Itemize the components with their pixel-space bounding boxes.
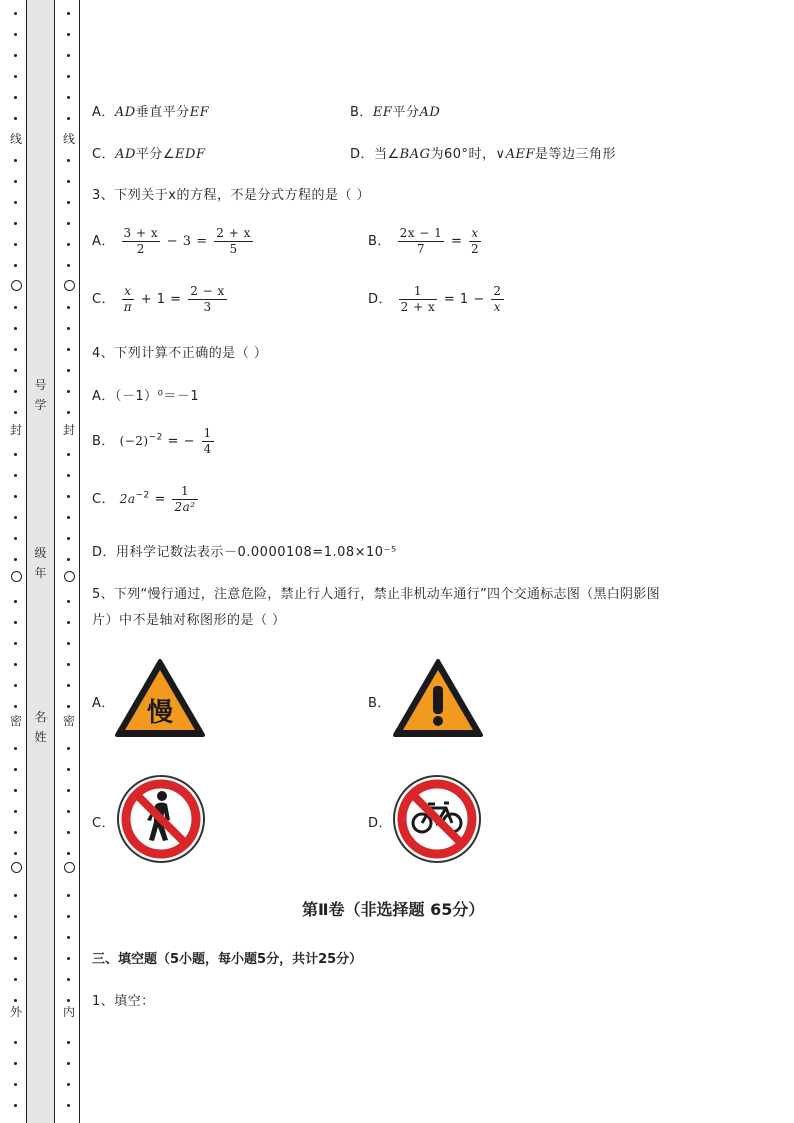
binding-dot [14, 642, 17, 645]
q5-option-c-label: C． [92, 816, 116, 831]
student-info-strip [26, 0, 55, 1123]
student-number-label: 号学 [34, 378, 47, 412]
binding-dot [14, 453, 17, 456]
binding-dot [14, 96, 17, 99]
binding-dot [67, 768, 70, 771]
binding-dot [67, 789, 70, 792]
binding-dot [14, 1062, 17, 1065]
binding-dot [14, 264, 17, 267]
binding-dot [67, 705, 70, 708]
binding-dot [14, 621, 17, 624]
binding-dot [14, 705, 17, 708]
binding-dot [14, 222, 17, 225]
fraction: $\frac{2x - 1}{7}$ [399, 226, 443, 256]
fraction: $\frac{1}{4}$ [203, 426, 212, 456]
binding-dot [14, 180, 17, 183]
binding-dot [67, 1062, 70, 1065]
q4-option-c: C． $2a^{-2}$ = $\frac{1}{\text{2a²}}$ [92, 484, 196, 514]
binding-circle-mark [11, 862, 22, 873]
binding-dot [14, 600, 17, 603]
q2-option-c: C．AD平分∠EDF [92, 147, 206, 162]
binding-dot [14, 768, 17, 771]
binding-circle-mark [11, 571, 22, 582]
binding-dot [14, 327, 17, 330]
slow-sign-char: 慢 [146, 698, 174, 728]
binding-dot [67, 348, 70, 351]
binding-dot [67, 810, 70, 813]
binding-dot [67, 54, 70, 57]
binding-dot [67, 684, 70, 687]
binding-dot [14, 978, 17, 981]
binding-dot [67, 621, 70, 624]
binding-dot [67, 915, 70, 918]
binding-circle-mark [64, 571, 75, 582]
binding-dot [14, 495, 17, 498]
inner-mark-line: 线 [62, 132, 75, 146]
binding-dot [67, 75, 70, 78]
grade-label: 级年 [34, 546, 47, 580]
binding-dot [67, 369, 70, 372]
fraction: $\frac{1}{\text{2a²}}$ [174, 484, 196, 514]
q4-stem: 4、下列计算不正确的是（ ） [92, 346, 268, 361]
q5-stem-line2: 片）中不是轴对称图形的是（ ） [92, 613, 286, 628]
q3-option-b: B． $\frac{2x - 1}{7}$ = $\frac{x}{2}$ [368, 226, 480, 256]
binding-dot [67, 243, 70, 246]
binding-dot [67, 411, 70, 414]
binding-dot [67, 1041, 70, 1044]
inner-mark-inside: 内 [62, 1005, 75, 1019]
binding-dot [67, 390, 70, 393]
outer-mark-seal: 封 [9, 423, 22, 437]
binding-dot [14, 54, 17, 57]
binding-dot [14, 537, 17, 540]
q3-option-a: A． $\frac{3 + x}{2}$ − 3 = $\frac{2 + x}{5}$ [92, 226, 251, 256]
binding-dot [67, 978, 70, 981]
binding-dot [14, 894, 17, 897]
binding-dot [14, 558, 17, 561]
outer-dot-column [11, 0, 21, 1123]
binding-dot [14, 474, 17, 477]
binding-dot [67, 222, 70, 225]
binding-dot [14, 117, 17, 120]
outer-mark-outside: 外 [9, 1005, 22, 1019]
inner-dot-column [64, 0, 74, 1123]
binding-dot [14, 516, 17, 519]
binding-dot [14, 810, 17, 813]
binding-dot [67, 327, 70, 330]
danger-warning-sign [392, 658, 484, 738]
binding-dot [14, 159, 17, 162]
q5-option-b-label: B． [368, 696, 391, 711]
binding-dot [67, 474, 70, 477]
slow-warning-sign [114, 658, 206, 738]
binding-dot [67, 558, 70, 561]
binding-dot [67, 894, 70, 897]
q3-option-d: D． $\frac{1}{2 + x}$ = 1 − $\frac{2}{x}$ [368, 284, 502, 314]
binding-dot [67, 831, 70, 834]
fraction: $\frac{1}{2 + x}$ [400, 284, 436, 314]
name-label: 名姓 [34, 710, 47, 744]
binding-dot [67, 516, 70, 519]
fraction: $\frac{x}{2}$ [470, 226, 480, 256]
q4-option-a: A．（－1）⁰＝－1 [92, 389, 200, 404]
binding-dot [67, 852, 70, 855]
binding-dot [67, 453, 70, 456]
binding-dot [14, 1104, 17, 1107]
binding-dot [67, 306, 70, 309]
binding-dot [14, 684, 17, 687]
binding-dot [67, 642, 70, 645]
binding-dot [14, 831, 17, 834]
binding-dot [67, 96, 70, 99]
binding-circle-mark [11, 280, 22, 291]
binding-dot [14, 306, 17, 309]
binding-dot [14, 1041, 17, 1044]
binding-dot [14, 852, 17, 855]
binding-dot [67, 999, 70, 1002]
binding-dot [67, 957, 70, 960]
binding-dot [67, 1083, 70, 1086]
binding-line [79, 0, 80, 1123]
binding-dot [67, 600, 70, 603]
q2-option-b: B．EF平分AD [350, 105, 441, 120]
binding-dot [67, 180, 70, 183]
binding-dot [14, 999, 17, 1002]
binding-circle-mark [64, 862, 75, 873]
binding-dot [67, 537, 70, 540]
binding-dot [14, 243, 17, 246]
binding-dot [67, 747, 70, 750]
outer-mark-close: 密 [9, 714, 22, 728]
binding-dot [14, 789, 17, 792]
binding-dot [14, 411, 17, 414]
fraction: $\frac{2 + x}{5}$ [216, 226, 251, 256]
q4-option-b: B． $(-2)^{-2}$ = − $\frac{1}{4}$ [92, 426, 212, 456]
q4-option-d: D．用科学记数法表示－0.0000108=1.08×10⁻⁵ [92, 545, 397, 560]
no-bicycles-sign [392, 774, 482, 864]
binding-dot [67, 663, 70, 666]
binding-dot [14, 369, 17, 372]
binding-dot [14, 1083, 17, 1086]
q2-option-d: D．当∠BAG为60°时，∨AEF是等边三角形 [350, 147, 616, 162]
fraction: $\frac{2 - x}{3}$ [190, 284, 225, 314]
binding-dot [14, 957, 17, 960]
binding-dot [14, 75, 17, 78]
binding-dot [14, 747, 17, 750]
binding-dot [14, 390, 17, 393]
fraction: $\frac{3 + x}{2}$ [123, 226, 159, 256]
binding-dot [14, 936, 17, 939]
section-2-title: 第Ⅱ卷（非选择题 65分） [302, 900, 485, 919]
part-3-heading: 三、填空题（5小题，每小题5分，共计25分） [92, 952, 363, 967]
binding-circle-mark [64, 280, 75, 291]
binding-dot [67, 1104, 70, 1107]
fraction: $\frac{x}{\pi}$ [123, 284, 133, 314]
q5-stem-line1: 5、下列“慢行通过，注意危险，禁止行人通行，禁止非机动车通行”四个交通标志图（黑白阴影图 [92, 587, 660, 602]
binding-dot [67, 201, 70, 204]
no-pedestrians-sign [116, 774, 206, 864]
q3-stem: 3、下列关于x的方程，不是分式方程的是（ ） [92, 188, 371, 203]
binding-dot [67, 936, 70, 939]
inner-mark-seal: 封 [62, 423, 75, 437]
binding-dot [67, 33, 70, 36]
binding-dot [14, 201, 17, 204]
binding-dot [14, 915, 17, 918]
binding-dot [67, 495, 70, 498]
q5-option-d-label: D． [368, 816, 393, 831]
q2-option-a: A．AD垂直平分EF [92, 105, 210, 120]
binding-dot [14, 12, 17, 15]
outer-mark-line: 线 [9, 132, 22, 146]
fraction: $\frac{2}{x}$ [493, 284, 502, 314]
q3-option-c: C． $\frac{x}{\pi}$ + 1 = $\frac{2 - x}{3}$ [92, 284, 225, 314]
binding-dot [14, 33, 17, 36]
binding-dot [14, 663, 17, 666]
binding-dot [67, 117, 70, 120]
binding-dot [67, 264, 70, 267]
inner-mark-close: 密 [62, 714, 75, 728]
q5-option-a-label: A． [92, 696, 115, 711]
binding-dot [14, 348, 17, 351]
binding-dot [67, 12, 70, 15]
fill-in-q1: 1、填空： [92, 994, 155, 1009]
binding-dot [67, 159, 70, 162]
